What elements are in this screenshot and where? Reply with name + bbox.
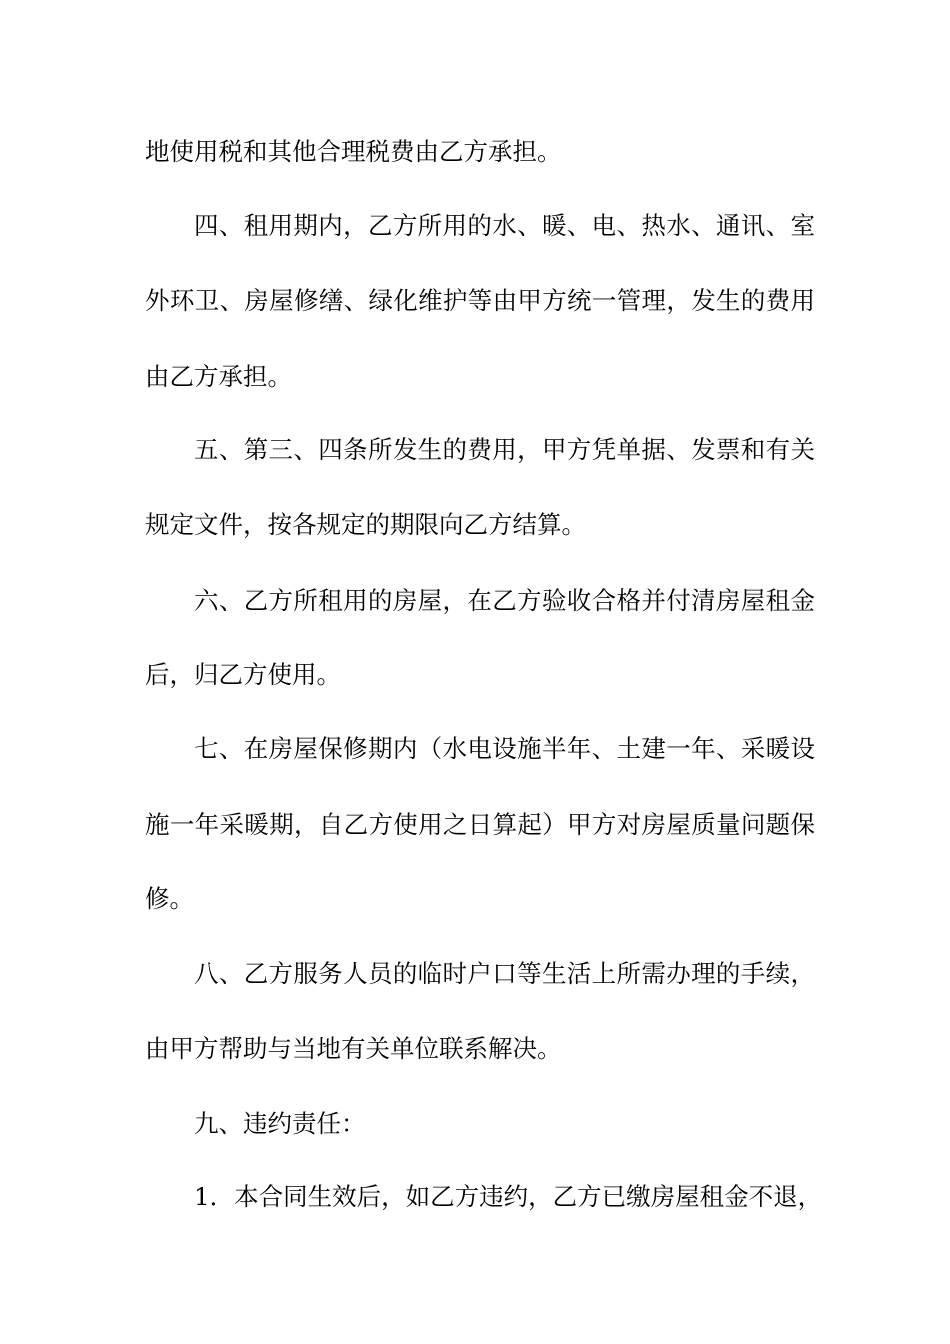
text-line-15: 1．本合同生效后，如乙方违约，乙方已缴房屋租金不退，: [194, 1182, 823, 1211]
text-line-8: 后，归乙方使用。: [145, 660, 341, 689]
text-line-5: 五、第三、四条所发生的费用，甲方凭单据、发票和有关: [194, 435, 815, 464]
text-line-9: 七、在房屋保修期内（水电设施半年、土建一年、采暖设: [194, 734, 815, 763]
text-line-1: 地使用税和其他合理税费由乙方承担。: [145, 137, 562, 166]
text-line-7: 六、乙方所租用的房屋，在乙方验收合格并付清房屋租金: [194, 586, 815, 615]
text-line-13: 由甲方帮助与当地有关单位联系解决。: [145, 1034, 562, 1063]
text-line-6: 规定文件，按各规定的期限向乙方结算。: [145, 510, 586, 539]
text-line-11: 修。: [145, 884, 194, 913]
text-line-10: 施一年采暖期，自乙方使用之日算起）甲方对房屋质量问题保: [145, 810, 815, 839]
text-line-2: 四、租用期内，乙方所用的水、暖、电、热水、通讯、室: [194, 211, 815, 240]
text-line-14: 九、违约责任：: [194, 1109, 366, 1138]
text-line-12: 八、乙方服务人员的临时户口等生活上所需办理的手续，: [194, 959, 815, 988]
text-line-3: 外环卫、房屋修缮、绿化维护等由甲方统一管理，发生的费用: [145, 286, 815, 315]
text-line-4: 由乙方承担。: [145, 362, 292, 391]
